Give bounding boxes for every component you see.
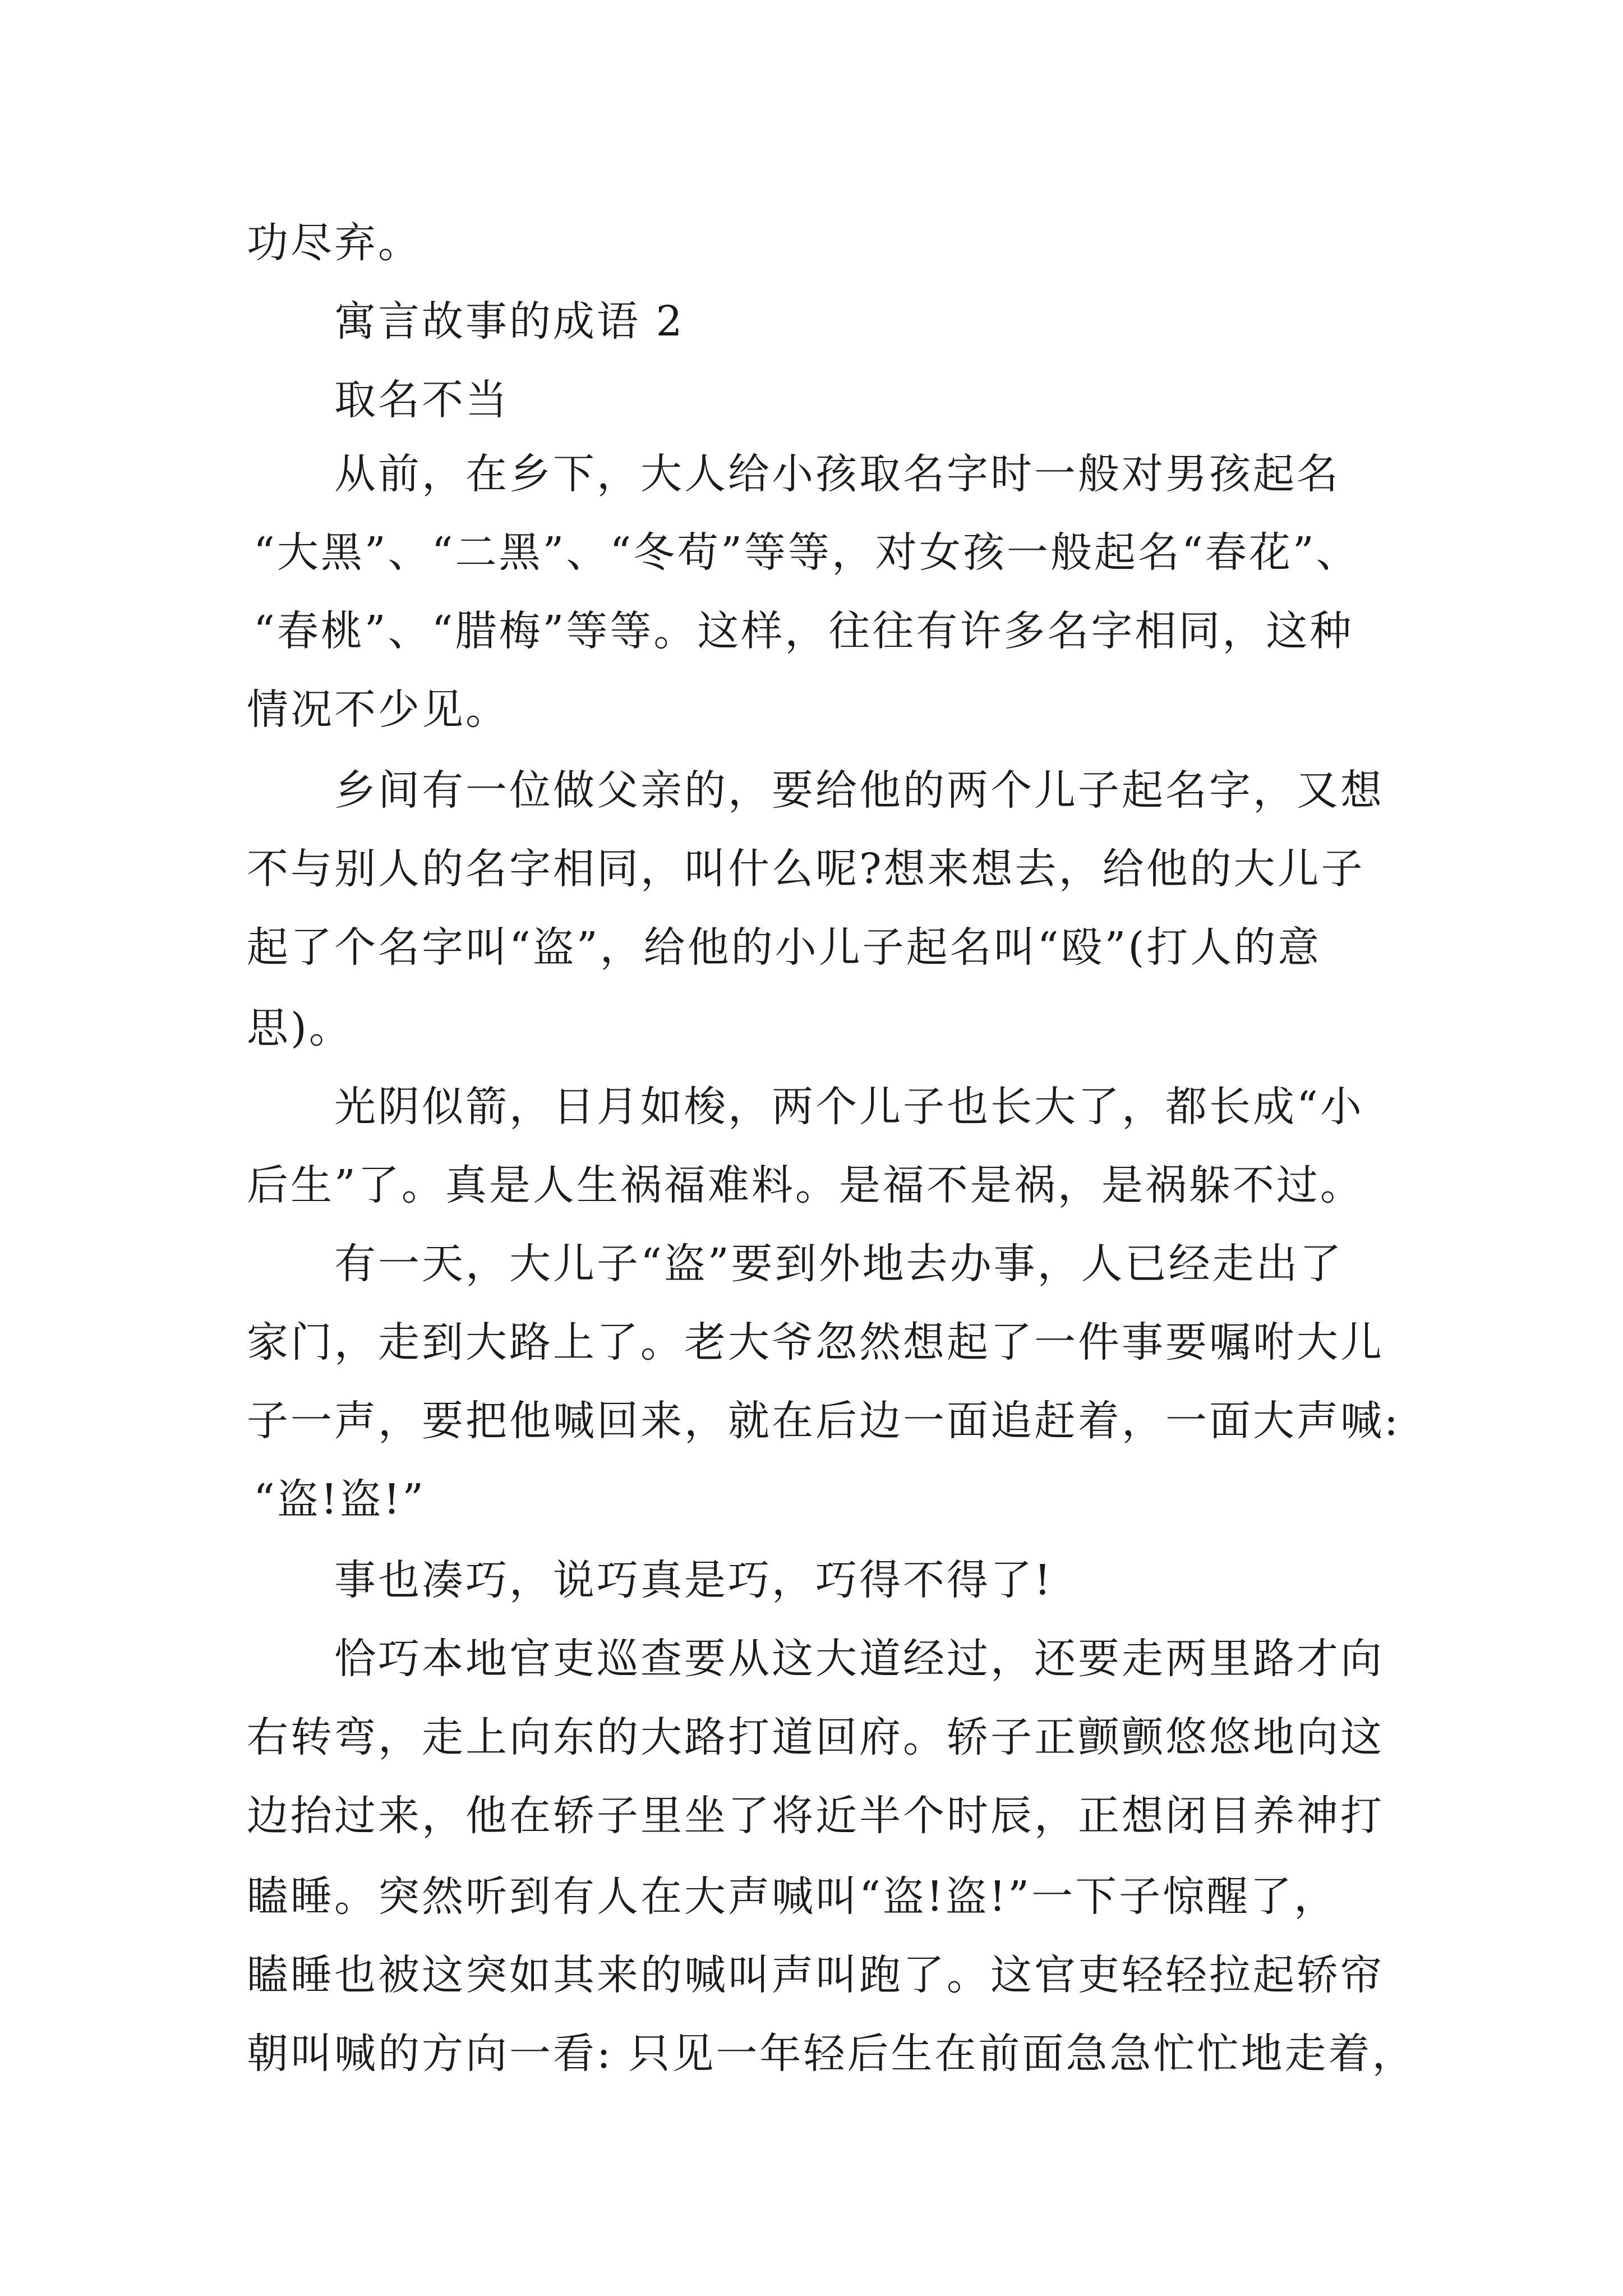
text-line: 功尽弃。: [247, 219, 422, 267]
text-line: 光阴似箭，日月如梭，两个儿子也长大了，都长成“小: [334, 1083, 1364, 1131]
text-line: 家门，走到大路上了。老大爷忽然想起了一件事要嘱咐大儿: [247, 1318, 1384, 1366]
text-line: 有一天，大儿子“盗”要到外地去办事，人已经走出了: [334, 1240, 1344, 1288]
text-line: “大黑”、“二黑”、“冬苟”等等，对女孩一般起名“春花”、: [253, 528, 1360, 577]
text-line: 瞌睡。突然听到有人在大声喊叫“盗!盗!”一下子惊醒了，: [247, 1872, 1338, 1921]
story-title: 取名不当: [334, 376, 509, 424]
text-line: “盗!盗!”: [253, 1475, 426, 1524]
text-line: 恰巧本地官吏巡查要从这大道经过，还要走两里路才向: [334, 1635, 1384, 1683]
text-line: 边抬过来，他在轿子里坐了将近半个时辰，正想闭目养神打: [247, 1792, 1384, 1840]
text-line: 子一声，要把他喊回来，就在后边一面追赶着，一面大声喊:: [247, 1397, 1400, 1445]
text-line: “春桃”、“腊梅”等等。这样，往往有许多名字相同，这种: [253, 607, 1354, 655]
text-line: 瞌睡也被这突如其来的喊叫声叫跑了。这官吏轻轻拉起轿帘: [247, 1951, 1384, 1999]
text-line: 思)。: [247, 1004, 353, 1052]
section-heading: 寓言故事的成语 2: [334, 297, 685, 346]
text-line: 起了个名字叫“盗”，给他的小儿子起名叫“殴”(打人的意: [247, 923, 1322, 972]
text-line: 乡间有一位做父亲的，要给他的两个儿子起名字，又想: [334, 766, 1384, 815]
text-line: 右转弯，走上向东的大路打道回府。轿子正颤颤悠悠地向这: [247, 1713, 1384, 1761]
text-line: 情况不少见。: [247, 685, 509, 734]
text-line: 不与别人的名字相同，叫什么呢?想来想去，给他的大儿子: [247, 845, 1365, 893]
text-line: 从前，在乡下，大人给小孩取名字时一般对男孩起名: [334, 450, 1340, 498]
text-line: 朝叫喊的方向一看: 只见一年轻后生在前面急急忙忙地走着，: [247, 2030, 1416, 2078]
text-line: 后生”了。真是人生祸福难料。是福不是祸，是祸躲不过。: [247, 1161, 1364, 1209]
text-line: 事也凑巧，说巧真是巧，巧得不得了!: [334, 1556, 1053, 1604]
